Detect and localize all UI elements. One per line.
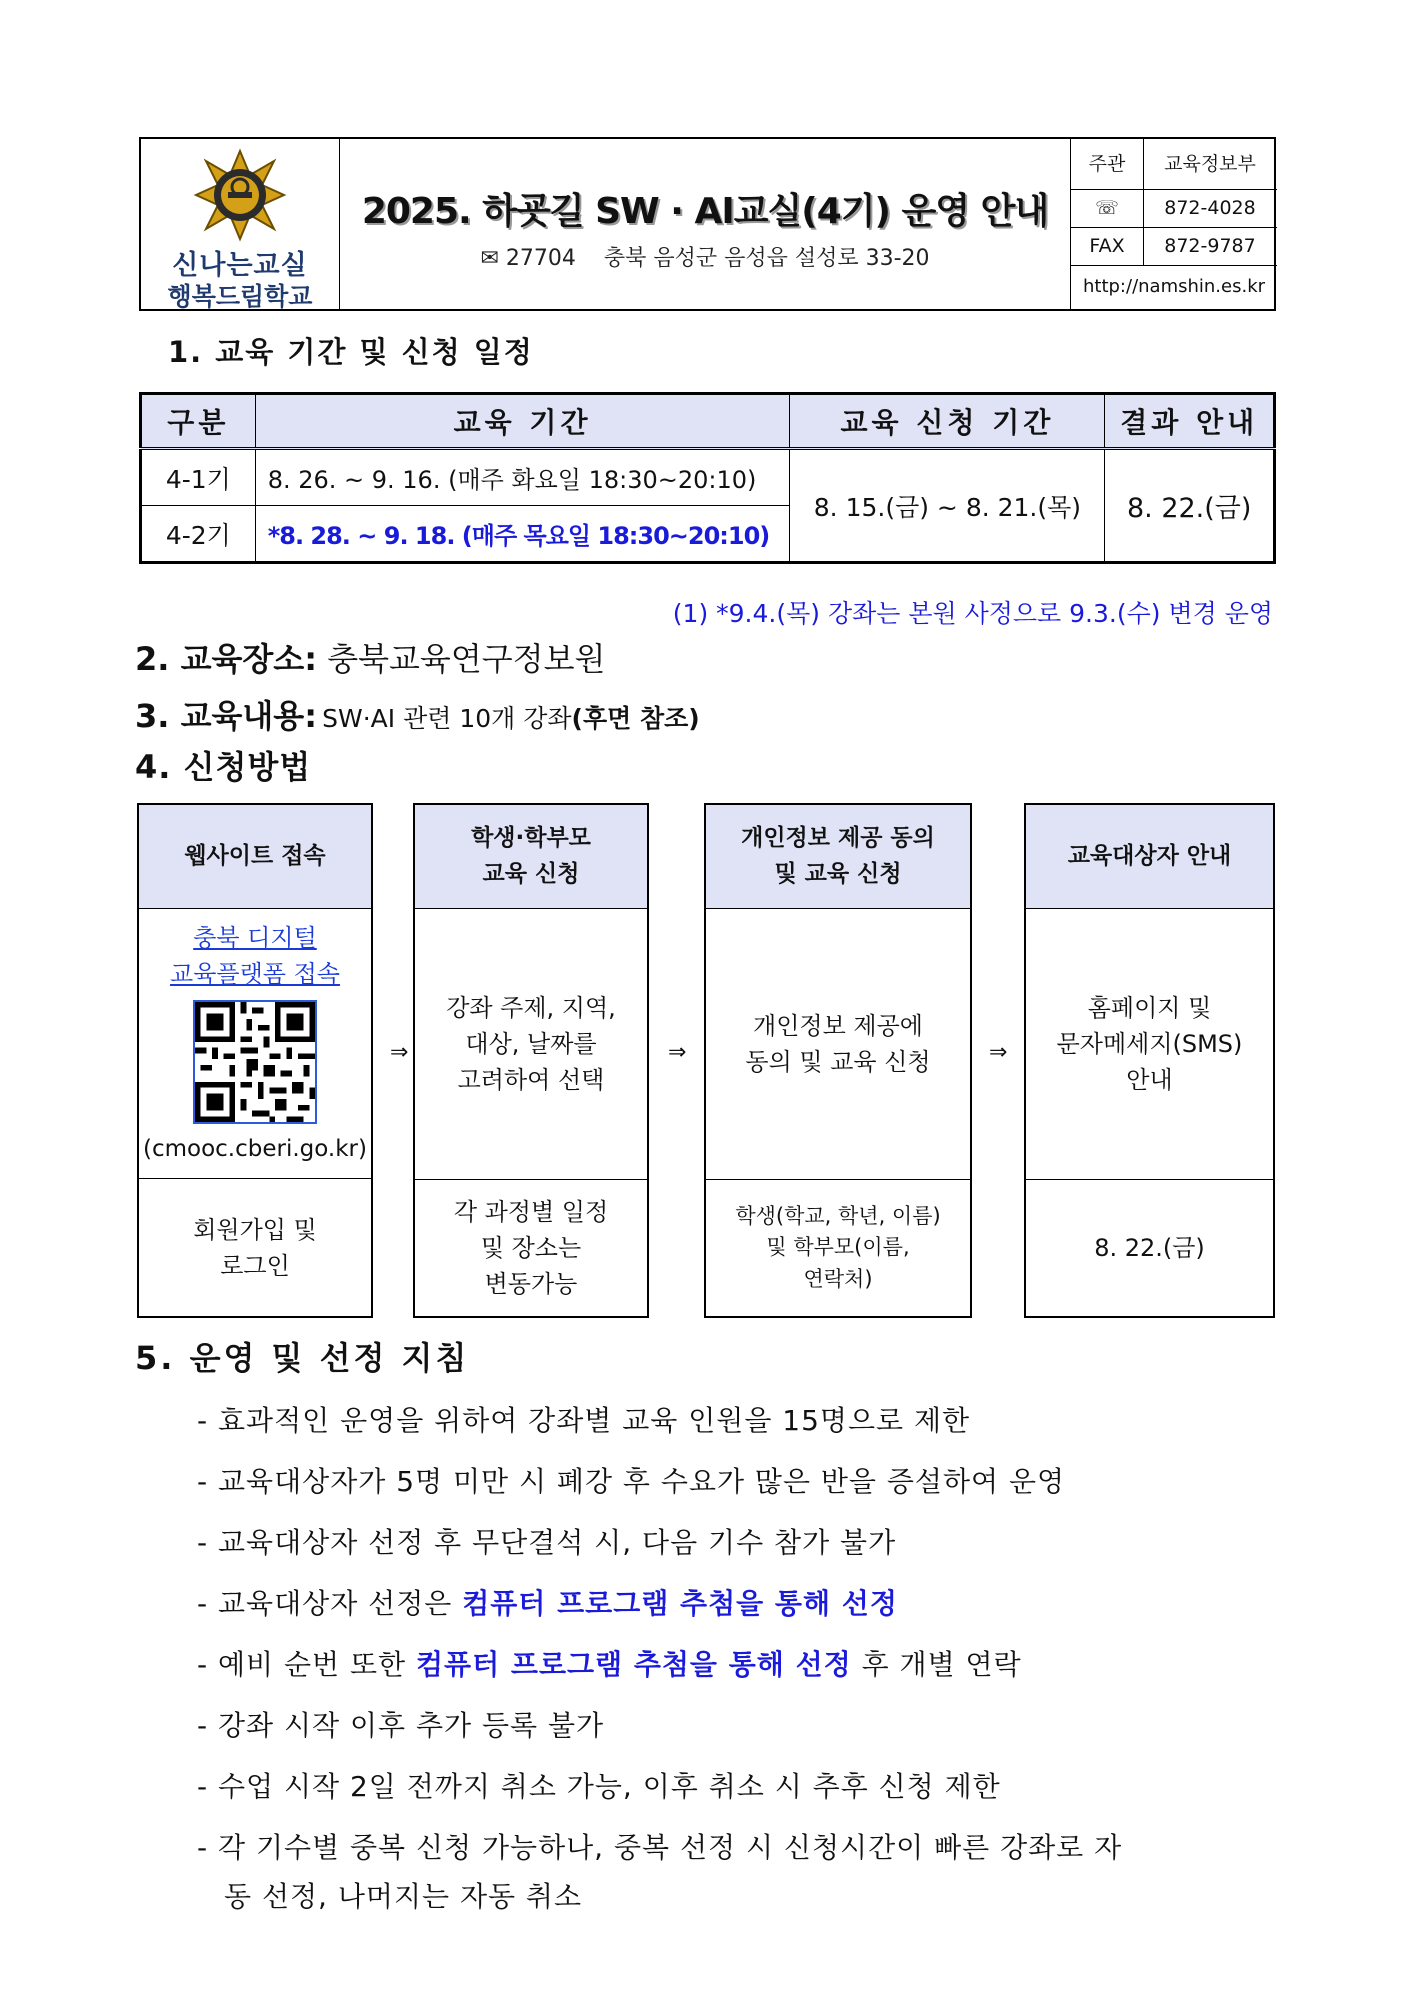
arrow-icon: ⇒	[668, 1040, 687, 1065]
info-row-phone: ☏ 872-4028	[1071, 189, 1277, 228]
rule-item: - 예비 순번 또한 컴퓨터 프로그램 추첨을 통해 선정 후 개별 연락	[197, 1648, 1022, 1681]
rule-item: - 효과적인 운영을 위하여 강좌별 교육 인원을 15명으로 제한	[197, 1404, 971, 1437]
section5-heading: 5. 운영 및 선정 지침	[135, 1339, 470, 1377]
qr-code-icon[interactable]	[193, 1000, 317, 1124]
rule-item: - 교육대상자 선정 후 무단결석 시, 다음 기수 참가 불가	[197, 1526, 897, 1559]
platform-link-line2[interactable]: 교육플랫폼 접속	[170, 960, 340, 988]
rule-item: - 강좌 시작 이후 추가 등록 불가	[197, 1709, 605, 1742]
col-header-result: 결과 안내	[1105, 394, 1275, 449]
step-footer: 학생(학교, 학년, 이름) 및 학부모(이름, 연락처)	[735, 1203, 941, 1291]
header-center	[339, 139, 1071, 309]
rule-item: - 교육대상자 선정은 컴퓨터 프로그램 추첨을 통해 선정	[197, 1587, 898, 1620]
section2: 2. 교육장소: 충북교육연구정보원	[135, 640, 606, 678]
step-consent	[704, 803, 972, 1318]
rule-item: - 각 기수별 중복 신청 가능하나, 중복 선정 시 신청시간이 빠른 강좌로 자	[197, 1831, 1123, 1864]
rule-item: - 수업 시작 2일 전까지 취소 가능, 이후 취소 시 추후 신청 제한	[197, 1770, 1001, 1803]
period-cell: 8. 26. ~ 9. 16. (매주 화요일 18:30~20:10)	[255, 449, 790, 506]
step-body: 강좌 주제, 지역, 대상, 날짜를 고려하여 선택	[415, 908, 647, 1180]
step-footer: 8. 22.(금)	[1094, 1234, 1205, 1262]
table-header-row	[141, 394, 1275, 449]
school-address: ✉ 27704 충북 음성군 음성읍 설성로 33-20	[480, 246, 930, 271]
arrow-icon: ⇒	[989, 1040, 1008, 1065]
step-footer: 각 과정별 일정 및 장소는 변동가능	[453, 1198, 609, 1298]
rule-item: - 교육대상자가 5명 미만 시 폐강 후 수요가 많은 반을 증설하여 운영	[197, 1465, 1066, 1498]
term-cell: 4-2기	[141, 506, 256, 563]
section1-heading: 1. 교육 기간 및 신청 일정	[168, 335, 534, 369]
logo-text-line1: 신나는교실	[172, 250, 308, 281]
rule-item-continuation: 동 선정, 나머지는 자동 취소	[224, 1880, 583, 1913]
section4-heading: 4. 신청방법	[135, 748, 312, 786]
document-header	[139, 137, 1276, 311]
step-title: 웹사이트 접속	[139, 805, 371, 909]
step-apply	[413, 803, 649, 1318]
website-url[interactable]: http://namshin.es.kr	[1082, 276, 1266, 297]
step-body: 홈페이지 및 문자메세지(SMS) 안내	[1026, 908, 1273, 1180]
section3: 3. 교육내용: SW·AI 관련 10개 강좌(후면 참조)	[135, 697, 700, 735]
document-title: 2025. 하굣길 SW · AI교실(4기) 운영 안내	[361, 191, 1049, 232]
step-title: 학생·학부모 교육 신청	[415, 805, 647, 909]
platform-link-line1[interactable]: 충북 디지털	[193, 924, 317, 952]
step-website-access	[137, 803, 373, 1318]
col-header-period: 교육 기간	[255, 394, 790, 449]
step-title: 개인정보 제공 동의 및 교육 신청	[706, 805, 970, 909]
step-footer: 회원가입 및 로그인	[193, 1216, 317, 1280]
logo-text-line2: 행복드림학교	[167, 282, 313, 311]
phone-icon: ☏	[1071, 189, 1144, 227]
step-title: 교육대상자 안내	[1026, 805, 1273, 909]
school-logo	[141, 139, 340, 309]
mail-icon: ✉	[480, 246, 499, 271]
step-notice	[1024, 803, 1275, 1318]
schedule-note: (1) *9.4.(목) 강좌는 본원 사정으로 9.3.(수) 변경 운영	[672, 599, 1273, 628]
info-row-fax: FAX 872-9787	[1071, 227, 1277, 266]
apply-period-cell: 8. 15.(금) ~ 8. 21.(목)	[790, 449, 1105, 563]
term-cell: 4-1기	[141, 449, 256, 506]
info-row-dept: 주관 교육정보부	[1071, 139, 1277, 190]
col-header-term: 구분	[141, 394, 256, 449]
schedule-table	[139, 392, 1276, 564]
header-contact-info	[1070, 139, 1277, 309]
school-emblem-icon	[141, 143, 339, 253]
col-header-apply: 교육 신청 기간	[790, 394, 1105, 449]
arrow-icon: ⇒	[390, 1040, 409, 1065]
period-cell: *8. 28. ~ 9. 18. (매주 목요일 18:30~20:10)	[255, 506, 790, 563]
step-body: 개인정보 제공에 동의 및 교육 신청	[706, 908, 970, 1180]
result-cell: 8. 22.(금)	[1105, 449, 1275, 563]
table-row	[141, 449, 1275, 506]
platform-url: (cmooc.cberi.go.kr)	[142, 1136, 367, 1162]
